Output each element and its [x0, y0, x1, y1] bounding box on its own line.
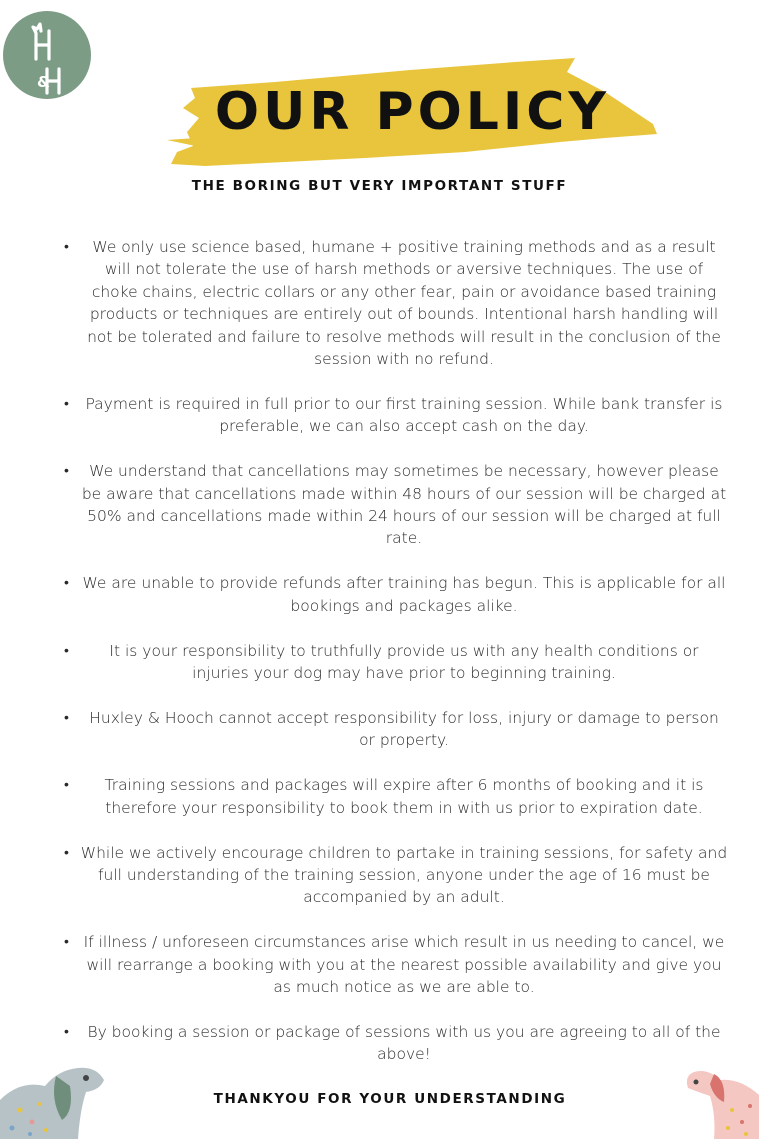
grey-dog-icon	[0, 1040, 110, 1139]
policy-text: While we actively encourage children to partake in training sessions, for safety and full understanding of the training session, anyone under the age of 16 must be accompanied by an adult.	[80, 843, 728, 907]
logo-mark-icon	[3, 11, 91, 99]
brand-logo	[3, 11, 91, 99]
page-title: OUR POLICY	[214, 82, 611, 142]
policy-item	[58, 931, 728, 998]
policy-text: Training sessions and packages will expire after 6 months of booking and it is therefore your responsibility to book them in with us prior to expiration date.	[104, 776, 704, 817]
policy-item	[58, 1021, 728, 1066]
policy-item	[58, 774, 728, 819]
bullet-icon: •	[64, 710, 69, 726]
policy-text: Payment is required in full prior to our first training session. While bank transfer is preferable, we can also accept cash on the day.	[85, 394, 723, 436]
bullet-icon: •	[64, 1024, 69, 1041]
bullet-icon: •	[64, 934, 69, 951]
policy-text: If illness / unforeseen circumstances arise which result in us needing to cancel, we will rearrange a booking with you at the nearest possible availability and give you as much notice as we are able to.	[83, 933, 725, 997]
policy-item	[58, 572, 728, 617]
policy-item	[58, 460, 728, 550]
title-banner	[165, 52, 660, 170]
policy-text: It is your responsibility to truthfully provide us with any health conditions or injuries your dog may have prior to beginning training.	[109, 641, 699, 683]
footer-thanks: THANKYOU FOR YOUR UNDERSTANDING	[213, 1091, 567, 1107]
policy-item	[58, 707, 728, 752]
svg-text:&: &	[37, 73, 51, 91]
policy-list	[58, 236, 728, 1066]
bullet-icon: •	[64, 575, 69, 592]
policy-text: By booking a session or package of sessions with us you are agreeing to all of the above!	[87, 1023, 721, 1064]
bullet-icon: •	[64, 844, 69, 861]
bullet-icon: •	[64, 239, 69, 255]
bullet-icon: •	[64, 642, 69, 659]
bullet-icon: •	[64, 463, 69, 480]
page-subtitle: THE BORING BUT VERY IMPORTANT STUFF	[191, 178, 568, 194]
bullet-icon: •	[64, 395, 69, 412]
policy-item	[58, 236, 728, 370]
policy-item	[58, 640, 728, 685]
policy-text: We understand that cancellations may sometimes be necessary, however please be aware that cancellations made within 48 hours of our session will be charged at 50% and cancellations made within 24 hours of our session will be charged at full rate.	[81, 462, 727, 548]
policy-item	[58, 842, 728, 909]
pink-dog-icon	[680, 1040, 759, 1139]
policy-text: We are unable to provide refunds after training has begun. This is applicable for all bookings and packages alike.	[82, 574, 726, 615]
bullet-icon: •	[64, 777, 69, 794]
policy-item	[58, 393, 728, 438]
policy-text: We only use science based, humane + positive training methods and as a result will not tolerate the use of harsh methods or aversive techniques. The use of choke chains, electric collars or any other fear, pain or avoidance based training products or techniques are entirely out of bounds. Intentional harsh handling will not be tolerated and failure to resolve methods will result in the conclusion of the session with no refund.	[87, 238, 721, 369]
policy-text: Huxley & Hooch cannot accept responsibility for loss, injury or damage to person or property.	[89, 709, 719, 750]
